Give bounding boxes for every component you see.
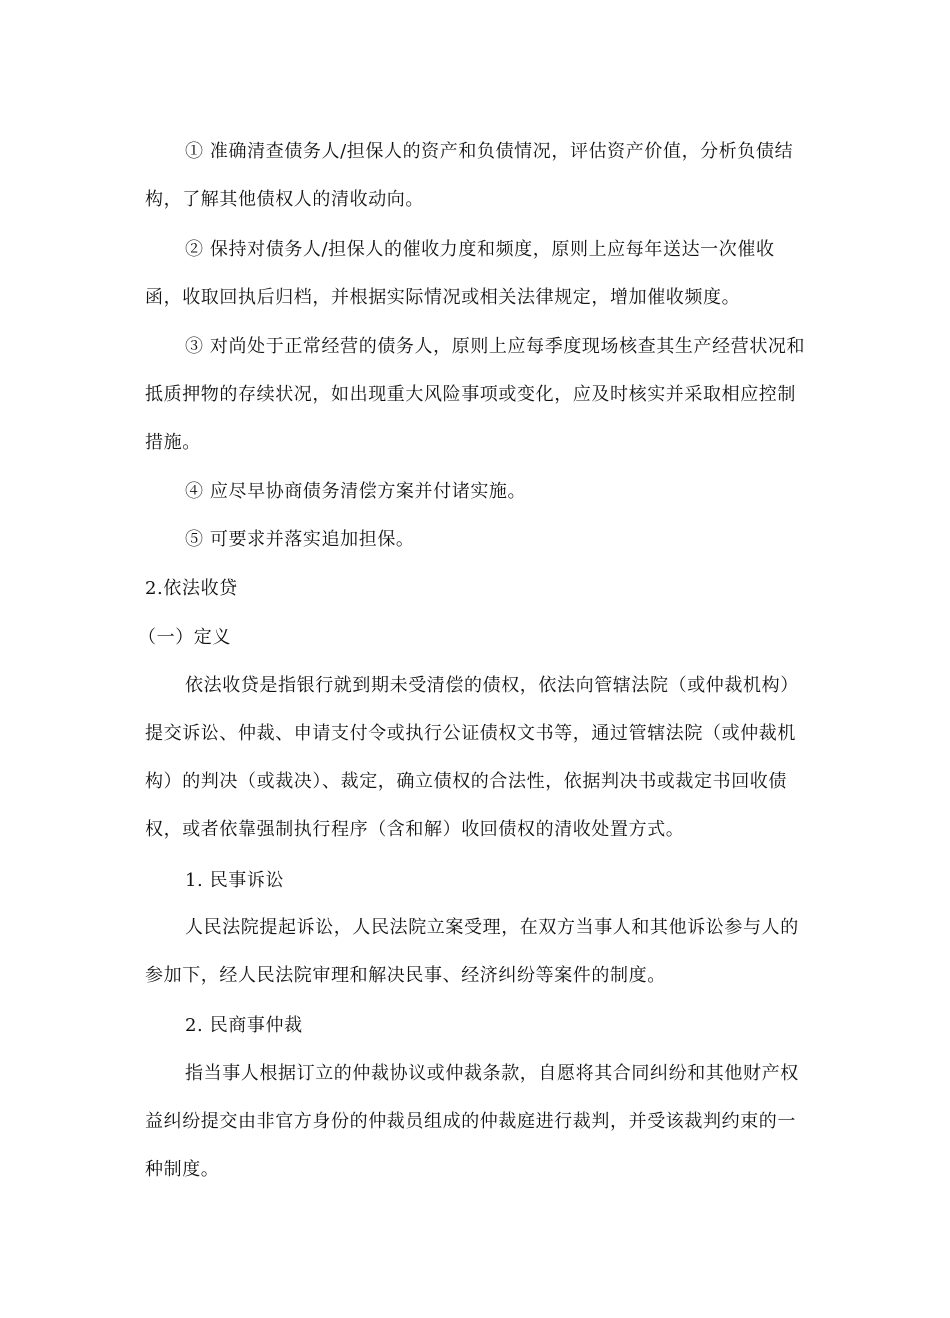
list-item-4: ④ 应尽早协商债务清偿方案并付诸实施。 bbox=[185, 481, 527, 502]
civil-litigation-body: 人民法院提起诉讼，人民法院立案受理，在双方当事人和其他诉讼参与人的参加下，经人民法院审理和解决民事、经济纠纷等案件的制度。 bbox=[145, 917, 799, 986]
list-item-5: ⑤ 可要求并落实追加担保。 bbox=[185, 529, 415, 550]
list-item-3: ③ 对尚处于正常经营的债务人，原则上应每季度现场核查其生产经营状况和抵质押物的存续状况，如出现重大风险事项或变化，应及时核实并采取相应控制措施。 bbox=[145, 336, 806, 453]
civil-litigation-title: 1. 民事诉讼 bbox=[185, 870, 285, 891]
list-item-2: ② 保持对债务人/担保人的催收力度和频度，原则上应每年送达一次催收函，收取回执后归档，并根据实际情况或相关法律规定，增加催收频度。 bbox=[145, 239, 775, 308]
definition-paragraph: 依法收贷是指银行就到期未受清偿的债权，依法向管辖法院（或仲裁机构）提交诉讼、仲裁、申请支付令或执行公证债权文书等，通过管辖法院（或仲裁机构）的判决（或裁决）、裁定，确立债权的合法性，依据判决书或裁定书回收债权，或者依靠强制执行程序（含和解）收回债权的清收处置方式。 bbox=[145, 675, 799, 840]
list-item-1: ① 准确清查债务人/担保人的资产和负债情况，评估资产价值，分析负债结构，了解其他债权人的清收动向。 bbox=[145, 141, 794, 210]
arbitration-title: 2. 民商事仲裁 bbox=[185, 1015, 303, 1036]
arbitration-body: 指当事人根据订立的仲裁协议或仲裁条款，自愿将其合同纠纷和其他财产权益纠纷提交由非官方身份的仲裁员组成的仲裁庭进行裁判，并受该裁判约束的一种制度。 bbox=[145, 1063, 799, 1180]
subsection-heading: （一）定义 bbox=[138, 627, 231, 648]
section-heading: 2.依法收贷 bbox=[145, 578, 238, 599]
